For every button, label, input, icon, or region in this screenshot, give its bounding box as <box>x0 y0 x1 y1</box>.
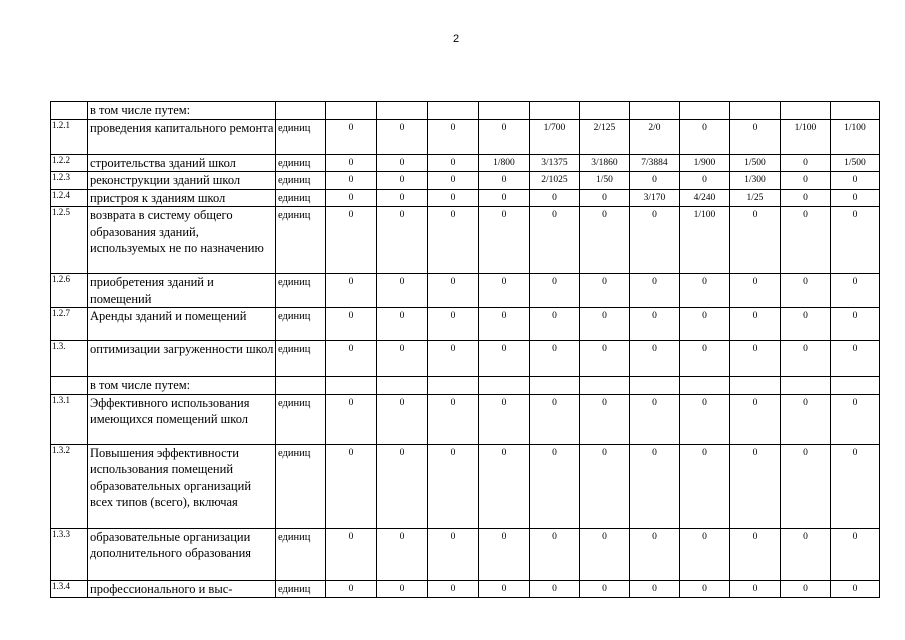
table-row <box>51 207 880 274</box>
row-number-cell: 1.3.1 <box>51 394 88 444</box>
value-cell <box>680 102 730 120</box>
table-row <box>51 189 880 207</box>
value-cell: 0 <box>377 580 428 598</box>
value-cell: 0 <box>680 341 730 377</box>
row-number-cell: 1.2.6 <box>51 274 88 308</box>
value-cell: 0 <box>479 207 530 274</box>
description-cell: приобретения зданий и помещений <box>88 274 276 308</box>
value-cell: 0 <box>730 341 781 377</box>
value-cell: 0 <box>781 528 831 580</box>
value-cell: 0 <box>377 341 428 377</box>
value-cell: 2/1025 <box>530 172 580 190</box>
page-number: 2 <box>452 33 460 45</box>
value-cell: 0 <box>630 394 680 444</box>
row-number-cell: 1.3.2 <box>51 444 88 528</box>
value-cell: 0 <box>831 394 880 444</box>
description-cell: в том числе путем: <box>88 102 276 120</box>
value-cell: 0 <box>831 528 880 580</box>
value-cell: 0 <box>428 580 479 598</box>
value-cell: 0 <box>326 580 377 598</box>
value-cell: 0 <box>377 308 428 341</box>
value-cell: 0 <box>530 274 580 308</box>
value-cell: 0 <box>730 580 781 598</box>
value-cell: 0 <box>580 207 630 274</box>
value-cell: 0 <box>831 207 880 274</box>
value-cell: 0 <box>580 528 630 580</box>
unit-cell: единиц <box>276 308 326 341</box>
value-cell: 0 <box>781 274 831 308</box>
description-cell: Эффективного использования имеющихся помещений школ <box>88 394 276 444</box>
value-cell: 0 <box>831 580 880 598</box>
value-cell: 0 <box>326 528 377 580</box>
value-cell: 0 <box>730 207 781 274</box>
value-cell: 0 <box>730 308 781 341</box>
unit-cell: единиц <box>276 119 326 154</box>
value-cell: 0 <box>781 444 831 528</box>
description-cell: пристроя к зданиям школ <box>88 189 276 207</box>
value-cell: 0 <box>428 394 479 444</box>
value-cell: 0 <box>730 528 781 580</box>
value-cell: 1/100 <box>831 119 880 154</box>
value-cell: 0 <box>428 172 479 190</box>
row-number-cell: 1.3.3 <box>51 528 88 580</box>
value-cell: 0 <box>580 444 630 528</box>
value-cell <box>428 102 479 120</box>
value-cell: 0 <box>730 274 781 308</box>
value-cell: 1/100 <box>781 119 831 154</box>
description-cell: проведения капитального ремонта <box>88 119 276 154</box>
value-cell: 0 <box>580 341 630 377</box>
value-cell <box>831 102 880 120</box>
value-cell: 7/3884 <box>630 154 680 172</box>
description-cell: строительства зданий школ <box>88 154 276 172</box>
value-cell: 0 <box>479 394 530 444</box>
value-cell: 0 <box>781 308 831 341</box>
table-row <box>51 341 880 377</box>
value-cell: 2/125 <box>580 119 630 154</box>
row-number-cell: 1.3. <box>51 341 88 377</box>
row-number-cell: 1.2.2 <box>51 154 88 172</box>
table-row <box>51 308 880 341</box>
value-cell: 0 <box>630 341 680 377</box>
row-number-cell <box>51 377 88 395</box>
description-cell: Аренды зданий и помещений <box>88 308 276 341</box>
value-cell: 0 <box>781 172 831 190</box>
description-cell: образовательные организации дополнительного образования <box>88 528 276 580</box>
value-cell: 1/500 <box>831 154 880 172</box>
value-cell: 0 <box>831 341 880 377</box>
value-cell: 0 <box>326 274 377 308</box>
value-cell: 0 <box>479 528 530 580</box>
row-number-cell: 1.3.4 <box>51 580 88 598</box>
value-cell: 0 <box>680 119 730 154</box>
value-cell <box>781 102 831 120</box>
table-row <box>51 154 880 172</box>
value-cell: 0 <box>377 172 428 190</box>
value-cell: 0 <box>428 528 479 580</box>
value-cell: 0 <box>781 580 831 598</box>
value-cell <box>680 377 730 395</box>
value-cell: 4/240 <box>680 189 730 207</box>
value-cell: 0 <box>479 341 530 377</box>
row-number-cell: 1.2.7 <box>51 308 88 341</box>
value-cell: 0 <box>377 119 428 154</box>
value-cell: 0 <box>428 274 479 308</box>
value-cell: 0 <box>831 308 880 341</box>
row-number-cell: 1.2.3 <box>51 172 88 190</box>
data-table <box>50 101 880 598</box>
value-cell: 0 <box>377 444 428 528</box>
row-number-cell: 1.2.5 <box>51 207 88 274</box>
value-cell: 0 <box>630 528 680 580</box>
value-cell: 0 <box>326 207 377 274</box>
value-cell: 1/900 <box>680 154 730 172</box>
description-cell: оптимизации загруженности школ <box>88 341 276 377</box>
value-cell <box>630 102 680 120</box>
value-cell <box>730 377 781 395</box>
value-cell: 0 <box>831 444 880 528</box>
value-cell: 0 <box>479 308 530 341</box>
value-cell: 1/100 <box>680 207 730 274</box>
value-cell: 0 <box>680 580 730 598</box>
value-cell: 0 <box>377 207 428 274</box>
unit-cell <box>276 377 326 395</box>
value-cell: 0 <box>479 172 530 190</box>
value-cell: 0 <box>479 189 530 207</box>
value-cell <box>580 102 630 120</box>
table-row <box>51 377 880 395</box>
value-cell: 0 <box>680 274 730 308</box>
value-cell: 0 <box>530 341 580 377</box>
value-cell: 0 <box>680 528 730 580</box>
value-cell: 0 <box>428 119 479 154</box>
description-cell: в том числе путем: <box>88 377 276 395</box>
value-cell <box>781 377 831 395</box>
value-cell: 0 <box>377 189 428 207</box>
value-cell: 0 <box>479 274 530 308</box>
value-cell: 0 <box>630 207 680 274</box>
value-cell: 0 <box>781 154 831 172</box>
value-cell: 2/0 <box>630 119 680 154</box>
value-cell: 0 <box>781 189 831 207</box>
value-cell <box>831 377 880 395</box>
value-cell <box>377 377 428 395</box>
value-cell: 0 <box>580 189 630 207</box>
table-row <box>51 528 880 580</box>
value-cell: 3/1375 <box>530 154 580 172</box>
value-cell: 0 <box>580 274 630 308</box>
value-cell: 0 <box>326 154 377 172</box>
value-cell: 0 <box>428 189 479 207</box>
row-number-cell: 1.2.4 <box>51 189 88 207</box>
table-row <box>51 102 880 120</box>
value-cell: 3/170 <box>630 189 680 207</box>
value-cell: 0 <box>326 444 377 528</box>
description-cell: Повышения эффективности использования помещений образовательных организаций всех типов (всего), включая <box>88 444 276 528</box>
value-cell <box>730 102 781 120</box>
value-cell: 0 <box>530 444 580 528</box>
value-cell: 0 <box>781 341 831 377</box>
value-cell: 0 <box>730 394 781 444</box>
value-cell: 0 <box>630 580 680 598</box>
value-cell: 0 <box>630 274 680 308</box>
unit-cell: единиц <box>276 341 326 377</box>
value-cell: 0 <box>326 341 377 377</box>
value-cell: 0 <box>630 172 680 190</box>
value-cell <box>428 377 479 395</box>
table-row <box>51 119 880 154</box>
value-cell <box>630 377 680 395</box>
value-cell: 0 <box>580 580 630 598</box>
value-cell: 0 <box>530 394 580 444</box>
value-cell: 0 <box>530 580 580 598</box>
value-cell <box>530 102 580 120</box>
unit-cell: единиц <box>276 207 326 274</box>
value-cell: 0 <box>428 308 479 341</box>
value-cell: 0 <box>630 444 680 528</box>
table-row <box>51 274 880 308</box>
value-cell: 0 <box>580 308 630 341</box>
description-cell: профессионального и выс- <box>88 580 276 598</box>
value-cell: 0 <box>377 394 428 444</box>
value-cell <box>580 377 630 395</box>
value-cell: 0 <box>781 394 831 444</box>
unit-cell: единиц <box>276 580 326 598</box>
value-cell: 0 <box>428 207 479 274</box>
value-cell: 0 <box>479 580 530 598</box>
value-cell: 1/500 <box>730 154 781 172</box>
value-cell: 0 <box>326 172 377 190</box>
value-cell: 0 <box>428 444 479 528</box>
value-cell <box>326 102 377 120</box>
table-row <box>51 444 880 528</box>
value-cell: 1/300 <box>730 172 781 190</box>
value-cell: 0 <box>428 154 479 172</box>
value-cell: 0 <box>326 189 377 207</box>
value-cell: 0 <box>680 394 730 444</box>
row-number-cell <box>51 102 88 120</box>
unit-cell: единиц <box>276 172 326 190</box>
value-cell: 0 <box>730 444 781 528</box>
value-cell: 0 <box>580 394 630 444</box>
value-cell <box>479 102 530 120</box>
value-cell: 0 <box>326 119 377 154</box>
value-cell: 0 <box>831 172 880 190</box>
value-cell: 0 <box>428 341 479 377</box>
row-number-cell: 1.2.1 <box>51 119 88 154</box>
value-cell: 0 <box>377 274 428 308</box>
unit-cell: единиц <box>276 444 326 528</box>
unit-cell: единиц <box>276 394 326 444</box>
unit-cell: единиц <box>276 154 326 172</box>
unit-cell: единиц <box>276 189 326 207</box>
value-cell: 0 <box>377 528 428 580</box>
value-cell: 0 <box>680 172 730 190</box>
unit-cell: единиц <box>276 274 326 308</box>
value-cell: 3/1860 <box>580 154 630 172</box>
value-cell: 1/50 <box>580 172 630 190</box>
value-cell: 0 <box>680 308 730 341</box>
value-cell: 0 <box>730 119 781 154</box>
value-cell <box>530 377 580 395</box>
table-row <box>51 172 880 190</box>
value-cell: 0 <box>530 528 580 580</box>
value-cell: 0 <box>326 308 377 341</box>
description-cell: возврата в систему общего образования зданий, используемых не по назначению <box>88 207 276 274</box>
value-cell <box>377 102 428 120</box>
value-cell: 1/700 <box>530 119 580 154</box>
value-cell: 0 <box>377 154 428 172</box>
value-cell: 0 <box>680 444 730 528</box>
value-cell <box>479 377 530 395</box>
value-cell: 0 <box>479 444 530 528</box>
value-cell: 0 <box>630 308 680 341</box>
table-row <box>51 394 880 444</box>
value-cell: 0 <box>326 394 377 444</box>
value-cell <box>326 377 377 395</box>
value-cell: 0 <box>530 308 580 341</box>
value-cell: 0 <box>479 119 530 154</box>
description-cell: реконструкции зданий школ <box>88 172 276 190</box>
value-cell: 0 <box>781 207 831 274</box>
unit-cell: единиц <box>276 528 326 580</box>
table-row <box>51 580 880 598</box>
value-cell: 0 <box>530 189 580 207</box>
value-cell: 1/800 <box>479 154 530 172</box>
value-cell: 0 <box>831 274 880 308</box>
unit-cell <box>276 102 326 120</box>
value-cell: 1/25 <box>730 189 781 207</box>
value-cell: 0 <box>530 207 580 274</box>
value-cell: 0 <box>831 189 880 207</box>
